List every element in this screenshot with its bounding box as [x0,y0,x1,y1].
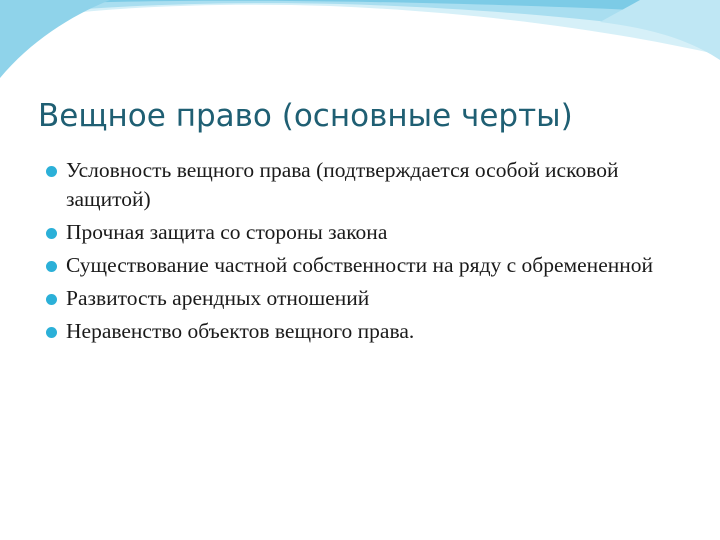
bullet-text: Условность вещного права (подтверждается особой исковой защитой) [66,158,619,211]
bullet-text: Прочная защита со стороны закона [66,220,388,244]
bullet-list [46,156,686,350]
slide-title: Вещное право (основные черты) [38,98,573,134]
wave-left [0,0,110,78]
list-item [46,317,686,346]
list-item [46,156,686,214]
bullet-icon [46,294,57,305]
bullet-icon [46,166,57,177]
list-item [46,218,686,247]
list-item [46,251,686,280]
bullet-text: Развитость арендных отношений [66,286,370,310]
header-wave-decoration [0,0,720,110]
list-item [46,284,686,313]
bullet-text: Существование частной собственности на ряду с обремененной [66,253,653,277]
bullet-icon [46,261,57,272]
bullet-text: Неравенство объектов вещного права. [66,319,415,343]
bullet-icon [46,228,57,239]
bullet-icon [46,327,57,338]
